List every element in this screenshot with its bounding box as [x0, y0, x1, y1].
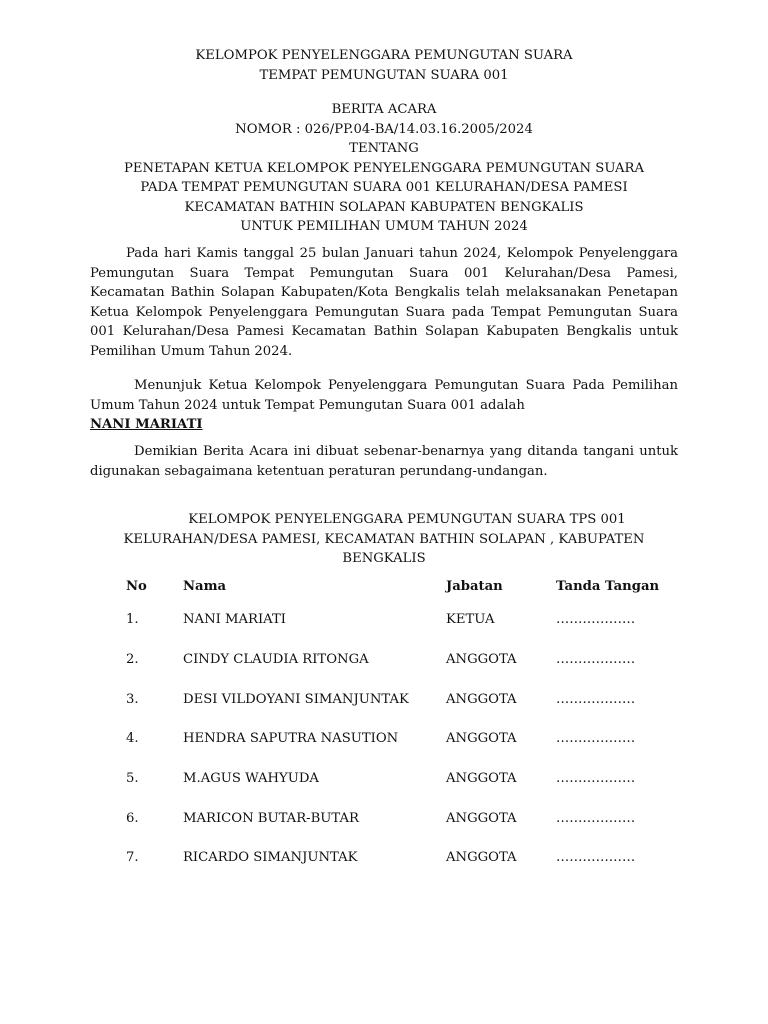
- row-signature-line: ………………: [556, 652, 636, 668]
- row-no: 6.: [126, 810, 139, 826]
- column-header-no: No: [126, 578, 147, 594]
- document-header: [60, 46, 708, 85]
- row-signature-line: ………………: [556, 850, 636, 866]
- table-header-row: [112, 572, 686, 600]
- table-row: [112, 600, 686, 640]
- paragraph-3-text: Demikian Berita Acara ini dibuat sebenar-benarnya yang ditanda tangani untuk digunakan sebagaimana ketentuan peraturan perundang-undangan.: [90, 444, 678, 479]
- row-jabatan: ANGGOTA: [446, 731, 517, 747]
- row-no: 2.: [126, 652, 139, 668]
- row-nama: RICARDO SIMANJUNTAK: [183, 850, 358, 866]
- column-header-jabatan: Jabatan: [446, 578, 503, 594]
- paragraph-2: [90, 376, 678, 435]
- table-row: [112, 719, 686, 759]
- subject-line-3: KECAMATAN BATHIN SOLAPAN KABUPATEN BENGKALIS: [184, 199, 584, 215]
- row-nama: DESI VILDOYANI SIMANJUNTAK: [183, 691, 409, 707]
- paragraph-2-text: Menunjuk Ketua Kelompok Penyelenggara Pemungutan Suara Pada Pemilihan Umum Tahun 2024 untuk Tempat Pemungutan Suara 001 adalah: [90, 378, 678, 413]
- appointee-name: NANI MARIATI: [90, 417, 203, 432]
- paragraph-1-text: Pada hari Kamis tanggal 25 bulan Januari tahun 2024, Kelompok Penyelenggara Pemungutan Suara Tempat Pemungutan Suara 001 Kelurahan/Desa Pamesi, Kecamatan Bathin Solapan Kabupaten/Kota Bengkalis telah melaksanakan Penetapan Ketua Kelompok Penyelenggara Pemungutan Suara pada Tempat Pemungutan Suara 001 Kelurahan/Desa Pamesi Kecamatan Bathin Solapan Kabupaten Bengkalis untuk Pemilihan Umum Tahun 2024.: [90, 246, 678, 359]
- row-nama: CINDY CLAUDIA RITONGA: [183, 652, 369, 668]
- document-title: BERITA ACARA: [331, 102, 437, 117]
- subject-line-4: UNTUK PEMILIHAN UMUM TAHUN 2024: [240, 219, 528, 234]
- paragraph-3: [90, 442, 678, 481]
- row-nama: HENDRA SAPUTRA NASUTION: [183, 731, 399, 747]
- table-row: [112, 759, 686, 799]
- members-table: [112, 572, 686, 878]
- row-no: 1.: [126, 612, 139, 628]
- row-nama: NANI MARIATI: [183, 612, 286, 628]
- row-jabatan: ANGGOTA: [446, 810, 517, 826]
- table-row: [112, 640, 686, 680]
- tentang-label: TENTANG: [349, 141, 419, 156]
- members-table-body: [112, 600, 686, 878]
- signature-title-line-2: KELURAHAN/DESA PAMESI, KECAMATAN BATHIN SOLAPAN , KABUPATEN: [123, 531, 645, 547]
- row-nama: M.AGUS WAHYUDA: [183, 771, 319, 787]
- row-signature-line: ………………: [556, 612, 636, 628]
- row-jabatan: ANGGOTA: [446, 771, 517, 787]
- table-row: [112, 679, 686, 719]
- signature-title-line-3: BENGKALIS: [342, 551, 426, 566]
- row-signature-line: ………………: [556, 810, 636, 826]
- paragraph-1: [90, 244, 678, 361]
- column-header-tanda-tangan: Tanda Tangan: [556, 578, 660, 594]
- signature-title-line-1: KELOMPOK PENYELENGGARA PEMUNGUTAN SUARA TPS 001: [188, 512, 626, 527]
- row-no: 7.: [126, 850, 139, 866]
- table-row: [112, 798, 686, 838]
- document-number: NOMOR : 026/PP.04-BA/14.03.16.2005/2024: [235, 121, 533, 137]
- row-no: 4.: [126, 731, 139, 747]
- row-jabatan: ANGGOTA: [446, 691, 517, 707]
- header-line-2: TEMPAT PEMUNGUTAN SUARA 001: [259, 67, 509, 83]
- table-row: [112, 838, 686, 878]
- subject-line-2: PADA TEMPAT PEMUNGUTAN SUARA 001 KELURAHAN/DESA PAMESI: [140, 180, 628, 195]
- header-line-1: KELOMPOK PENYELENGGARA PEMUNGUTAN SUARA: [195, 48, 573, 63]
- row-nama: MARICON BUTAR-BUTAR: [183, 810, 359, 826]
- column-header-nama: Nama: [183, 578, 227, 594]
- row-signature-line: ………………: [556, 771, 636, 787]
- row-jabatan: ANGGOTA: [446, 850, 517, 866]
- document-title-block: [60, 100, 708, 237]
- row-no: 3.: [126, 691, 139, 707]
- row-jabatan: KETUA: [446, 612, 495, 628]
- row-signature-line: ………………: [556, 691, 636, 707]
- row-signature-line: ………………: [556, 731, 636, 747]
- subject-line-1: PENETAPAN KETUA KELOMPOK PENYELENGGARA PEMUNGUTAN SUARA: [123, 160, 645, 176]
- row-no: 5.: [126, 771, 139, 787]
- signature-block-title: [60, 510, 708, 569]
- row-jabatan: ANGGOTA: [446, 652, 517, 668]
